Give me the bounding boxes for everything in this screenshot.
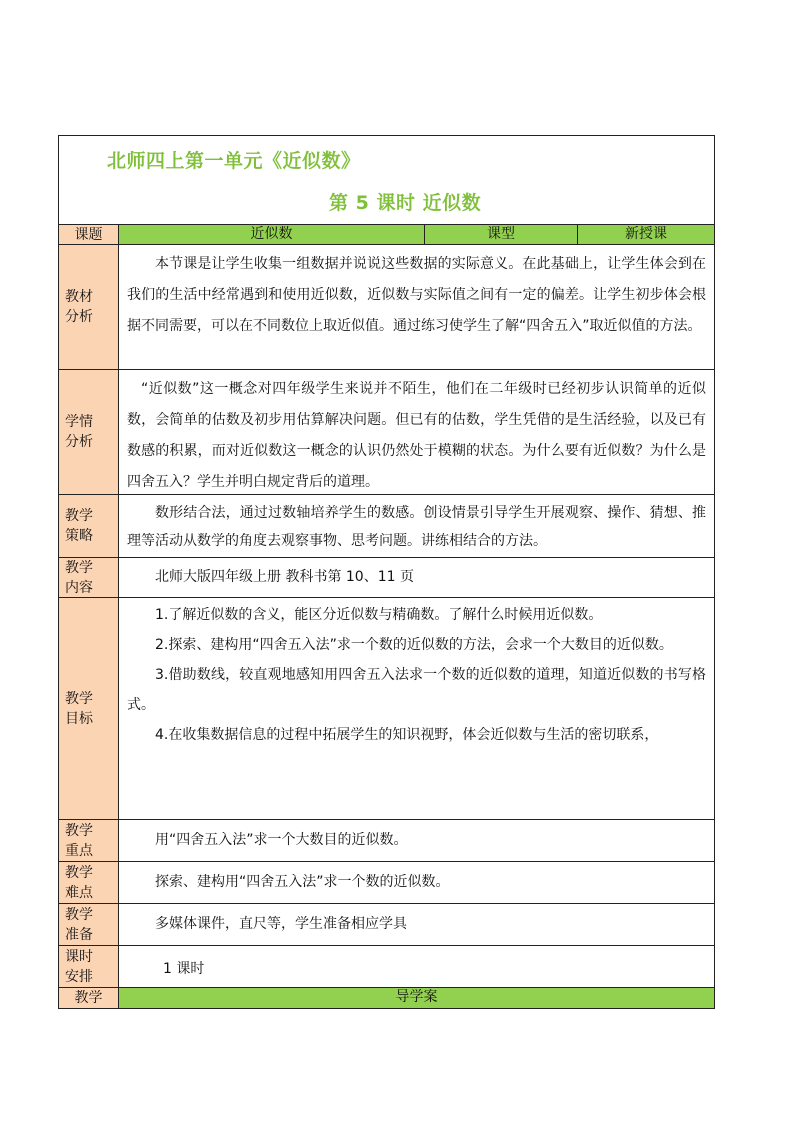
key-row [59, 820, 714, 862]
students-content [119, 370, 714, 494]
guide-header: 导学案 [119, 988, 714, 1008]
lesson-plan-table [58, 135, 715, 1009]
material-text: 本节课是让学生收集一组数据并说说这些数据的实际意义。在此基础上，让学生体会到在我们的生活中经常遇到和使用近似数，近似数与实际值之间有一定的偏差。让学生初步体会根据不同需要，可以在不同数位上取近似值。通过练习使学生了解“四舍五入”取近似值的方法。 [127, 256, 706, 334]
goals-row [59, 598, 714, 820]
content-row [59, 558, 714, 598]
content-text: 北师大版四年级上册 教科书第 10、11 页 [155, 569, 414, 585]
content-label: 教学内容 [59, 558, 119, 597]
goals-label: 教学目标 [59, 598, 119, 819]
students-label: 学情分析 [59, 370, 119, 494]
goals-content [119, 598, 714, 819]
prep-content [119, 904, 714, 945]
material-label: 教材分析 [59, 245, 119, 369]
content-content [119, 558, 714, 597]
strategy-row [59, 495, 714, 558]
goal-item: 2.探索、建构用“四舍五入法”求一个数的近似数的方法，会求一个大数目的近似数。 [155, 637, 673, 653]
prep-label: 教学准备 [59, 904, 119, 945]
difficult-row [59, 862, 714, 904]
key-text: 用“四舍五入法”求一个大数目的近似数。 [155, 832, 408, 848]
schedule-text: 1 课时 [163, 961, 205, 977]
strategy-text: 数形结合法，通过过数轴培养学生的数感。创设情景引导学生开展观察、操作、猜想、推理等活动从数学的角度去观察事物、思考问题。讲练相结合的方法。 [127, 505, 706, 549]
prep-row [59, 904, 714, 946]
goal-item: 3.借助数线，较直观地感知用四舍五入法求一个数的近似数的道理，知道近似数的书写格式。 [127, 667, 706, 713]
key-content [119, 820, 714, 861]
strategy-content [119, 495, 714, 557]
goal-item: 4.在收集数据信息的过程中拓展学生的知识视野，体会近似数与生活的密切联系， [155, 727, 659, 743]
strategy-label: 教学策略 [59, 495, 119, 557]
schedule-label: 课时安排 [59, 946, 119, 987]
schedule-row [59, 946, 714, 988]
process-label: 教学 [59, 988, 119, 1008]
difficult-label: 教学难点 [59, 862, 119, 903]
type-value: 新授课 [578, 225, 714, 244]
prep-text: 多媒体课件，直尺等，学生准备相应学具 [155, 916, 407, 932]
key-label: 教学重点 [59, 820, 119, 861]
type-label: 课型 [425, 225, 578, 244]
lesson-title: 第 5 课时 近似数 [329, 192, 482, 214]
material-row [59, 245, 714, 370]
material-content [119, 245, 714, 369]
difficult-text: 探索、建构用“四舍五入法”求一个数的近似数。 [155, 874, 450, 890]
students-row [59, 370, 714, 495]
students-text: “近似数”这一概念对四年级学生来说并不陌生，他们在二年级时已经初步认识简单的近似数，会简单的估数及初步用估算解决问题。但已有的估数，学生凭借的是生活经验，以及已有数感的积累，而对近似数这一概念的认识仍然处于模糊的状态。为什么要有近似数？为什么是四舍五入？学生并明白规定背后的道理。 [127, 381, 706, 490]
difficult-content [119, 862, 714, 903]
header-row [59, 225, 714, 245]
title-block [59, 136, 714, 225]
topic-label: 课题 [59, 225, 119, 244]
process-row [59, 988, 714, 1008]
schedule-content [119, 946, 714, 987]
unit-title: 北师四上第一单元《近似数》 [107, 150, 361, 172]
goal-item: 1.了解近似数的含义，能区分近似数与精确数。了解什么时候用近似数。 [155, 607, 603, 623]
topic-value: 近似数 [119, 225, 425, 244]
